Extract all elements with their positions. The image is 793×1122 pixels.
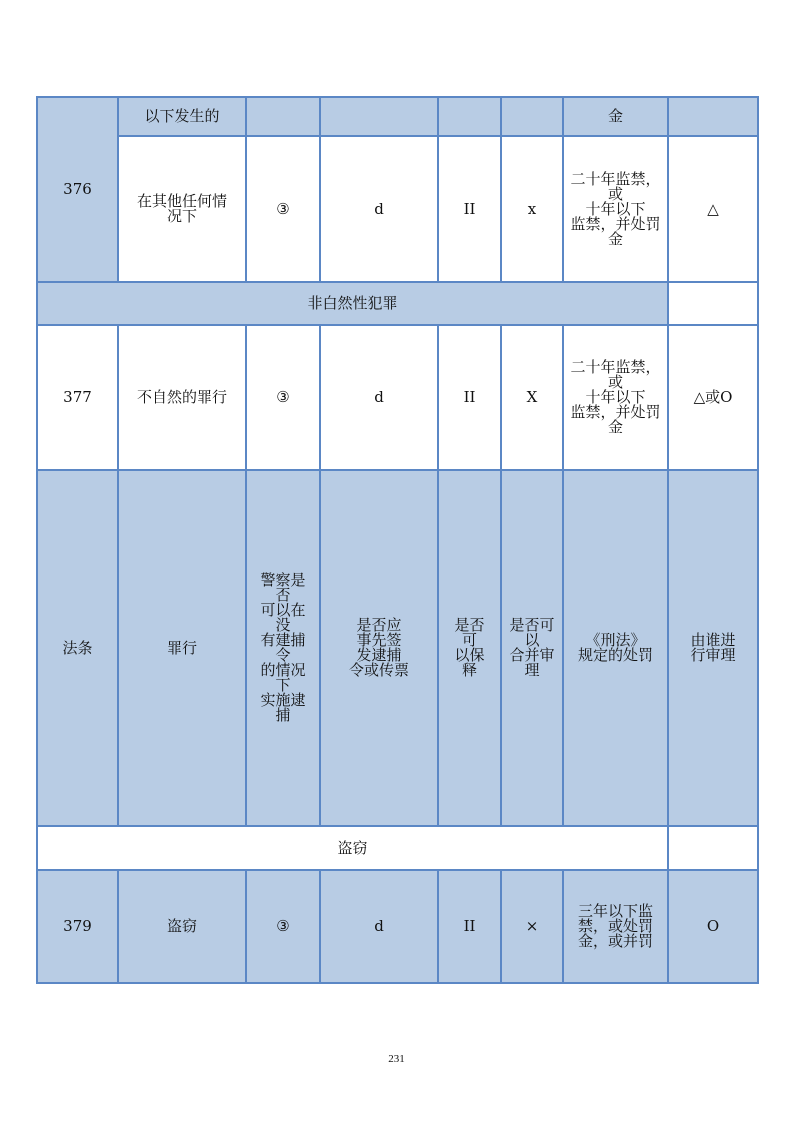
text-line: 可 (461, 631, 477, 649)
text-line: 禁，或处罚 (577, 917, 653, 935)
joint-trial-cell: × (501, 870, 563, 983)
warrant-cell (320, 97, 438, 136)
table-row-376-top (37, 97, 758, 136)
bail-cell: II (438, 136, 501, 282)
crime-cell: 盗窃 (118, 870, 246, 983)
bail-cell: II (438, 325, 501, 470)
article-cell: 379 (37, 870, 118, 983)
law-table (36, 96, 759, 984)
arrest-cell: ③ (246, 870, 320, 983)
section-title: 盗窃 (37, 826, 668, 870)
arrest-cell (246, 97, 320, 136)
text-line: 是否应 (356, 616, 402, 634)
text-line: 三年以下监 (577, 902, 653, 920)
text-line: 下 (275, 676, 291, 694)
text-line: 事先签 (356, 631, 402, 649)
text-line: 规定的处罚 (577, 646, 653, 664)
text-line: 否 (275, 586, 291, 604)
text-line: 监禁，并处罚 (570, 214, 661, 233)
header-row (37, 470, 758, 826)
page-number: 231 (388, 1053, 405, 1065)
text-line: 实施逮 (260, 691, 306, 709)
penalty-cell: 金 (563, 97, 668, 136)
article-cell: 377 (37, 325, 118, 470)
table-row-379 (37, 870, 758, 983)
text-line: 况下 (166, 207, 197, 225)
crime-cell: 以下发生的 (118, 97, 246, 136)
text-line: 的情况 (260, 661, 306, 679)
penalty-cell (563, 870, 668, 983)
text-line: 警察是 (260, 571, 306, 589)
warrant-cell: d (320, 870, 438, 983)
text-line: 十年以下 (585, 199, 646, 218)
header-bail (438, 470, 501, 826)
joint-trial-cell (501, 97, 563, 136)
text-line: 监禁，并处罚 (570, 403, 661, 421)
arrest-cell: ③ (246, 136, 320, 282)
section-row-theft (37, 826, 758, 870)
header-joint-trial (501, 470, 563, 826)
article-cell: 376 (37, 97, 118, 282)
warrant-cell: d (320, 325, 438, 470)
header-warrant (320, 470, 438, 826)
text-line: 在其他任何情 (136, 192, 227, 210)
text-line: 《刑法》 (585, 631, 646, 649)
text-line: 以保 (454, 646, 485, 664)
header-article: 法条 (37, 470, 118, 826)
penalty-cell (563, 325, 668, 470)
header-penalty (563, 470, 668, 826)
text-line: 由谁进 (690, 631, 736, 649)
text-line: 有建捕 (260, 631, 306, 649)
header-arrest (246, 470, 320, 826)
text-line: 是否可 (509, 616, 555, 634)
joint-trial-cell: x (501, 136, 563, 282)
text-line: 是否 (454, 616, 485, 634)
text-line: 十年以下 (585, 388, 646, 406)
text-line: 可以在 (260, 601, 306, 619)
text-line: 二十年监禁，或 (570, 169, 661, 203)
text-line: 没 (275, 616, 291, 634)
text-line: 以 (524, 631, 540, 649)
section-row-unnatural (37, 282, 758, 325)
text-line: 合并审 (509, 646, 555, 664)
crime-cell: 不自然的罪行 (118, 325, 246, 470)
court-cell (668, 97, 758, 136)
penalty-cell (563, 136, 668, 282)
empty-cell (668, 826, 758, 870)
bail-cell: II (438, 870, 501, 983)
header-crime: 罪行 (118, 470, 246, 826)
empty-cell (668, 282, 758, 325)
table-row-376-bottom (37, 136, 758, 282)
court-cell: △ (668, 136, 758, 282)
bail-cell (438, 97, 501, 136)
text-line: 令 (275, 646, 291, 664)
table-row-377 (37, 325, 758, 470)
text-line: 金 (607, 229, 623, 248)
arrest-cell: ③ (246, 325, 320, 470)
section-title: 非白然性犯罪 (37, 282, 668, 325)
text-line: 二十年监禁，或 (570, 358, 661, 391)
text-line: 捕 (275, 706, 291, 724)
text-line: 理 (524, 661, 540, 679)
text-line: 发逮捕 (356, 646, 402, 664)
text-line: 行审理 (690, 646, 736, 664)
text-line: 释 (461, 661, 477, 679)
text-line: 令或传票 (348, 661, 409, 679)
crime-cell (118, 136, 246, 282)
court-cell: O (668, 870, 758, 983)
joint-trial-cell: X (501, 325, 563, 470)
text-line: 金 (607, 418, 623, 436)
text-line: 金，或并罚 (577, 932, 653, 950)
court-cell: △或O (668, 325, 758, 470)
header-court (668, 470, 758, 826)
warrant-cell: d (320, 136, 438, 282)
